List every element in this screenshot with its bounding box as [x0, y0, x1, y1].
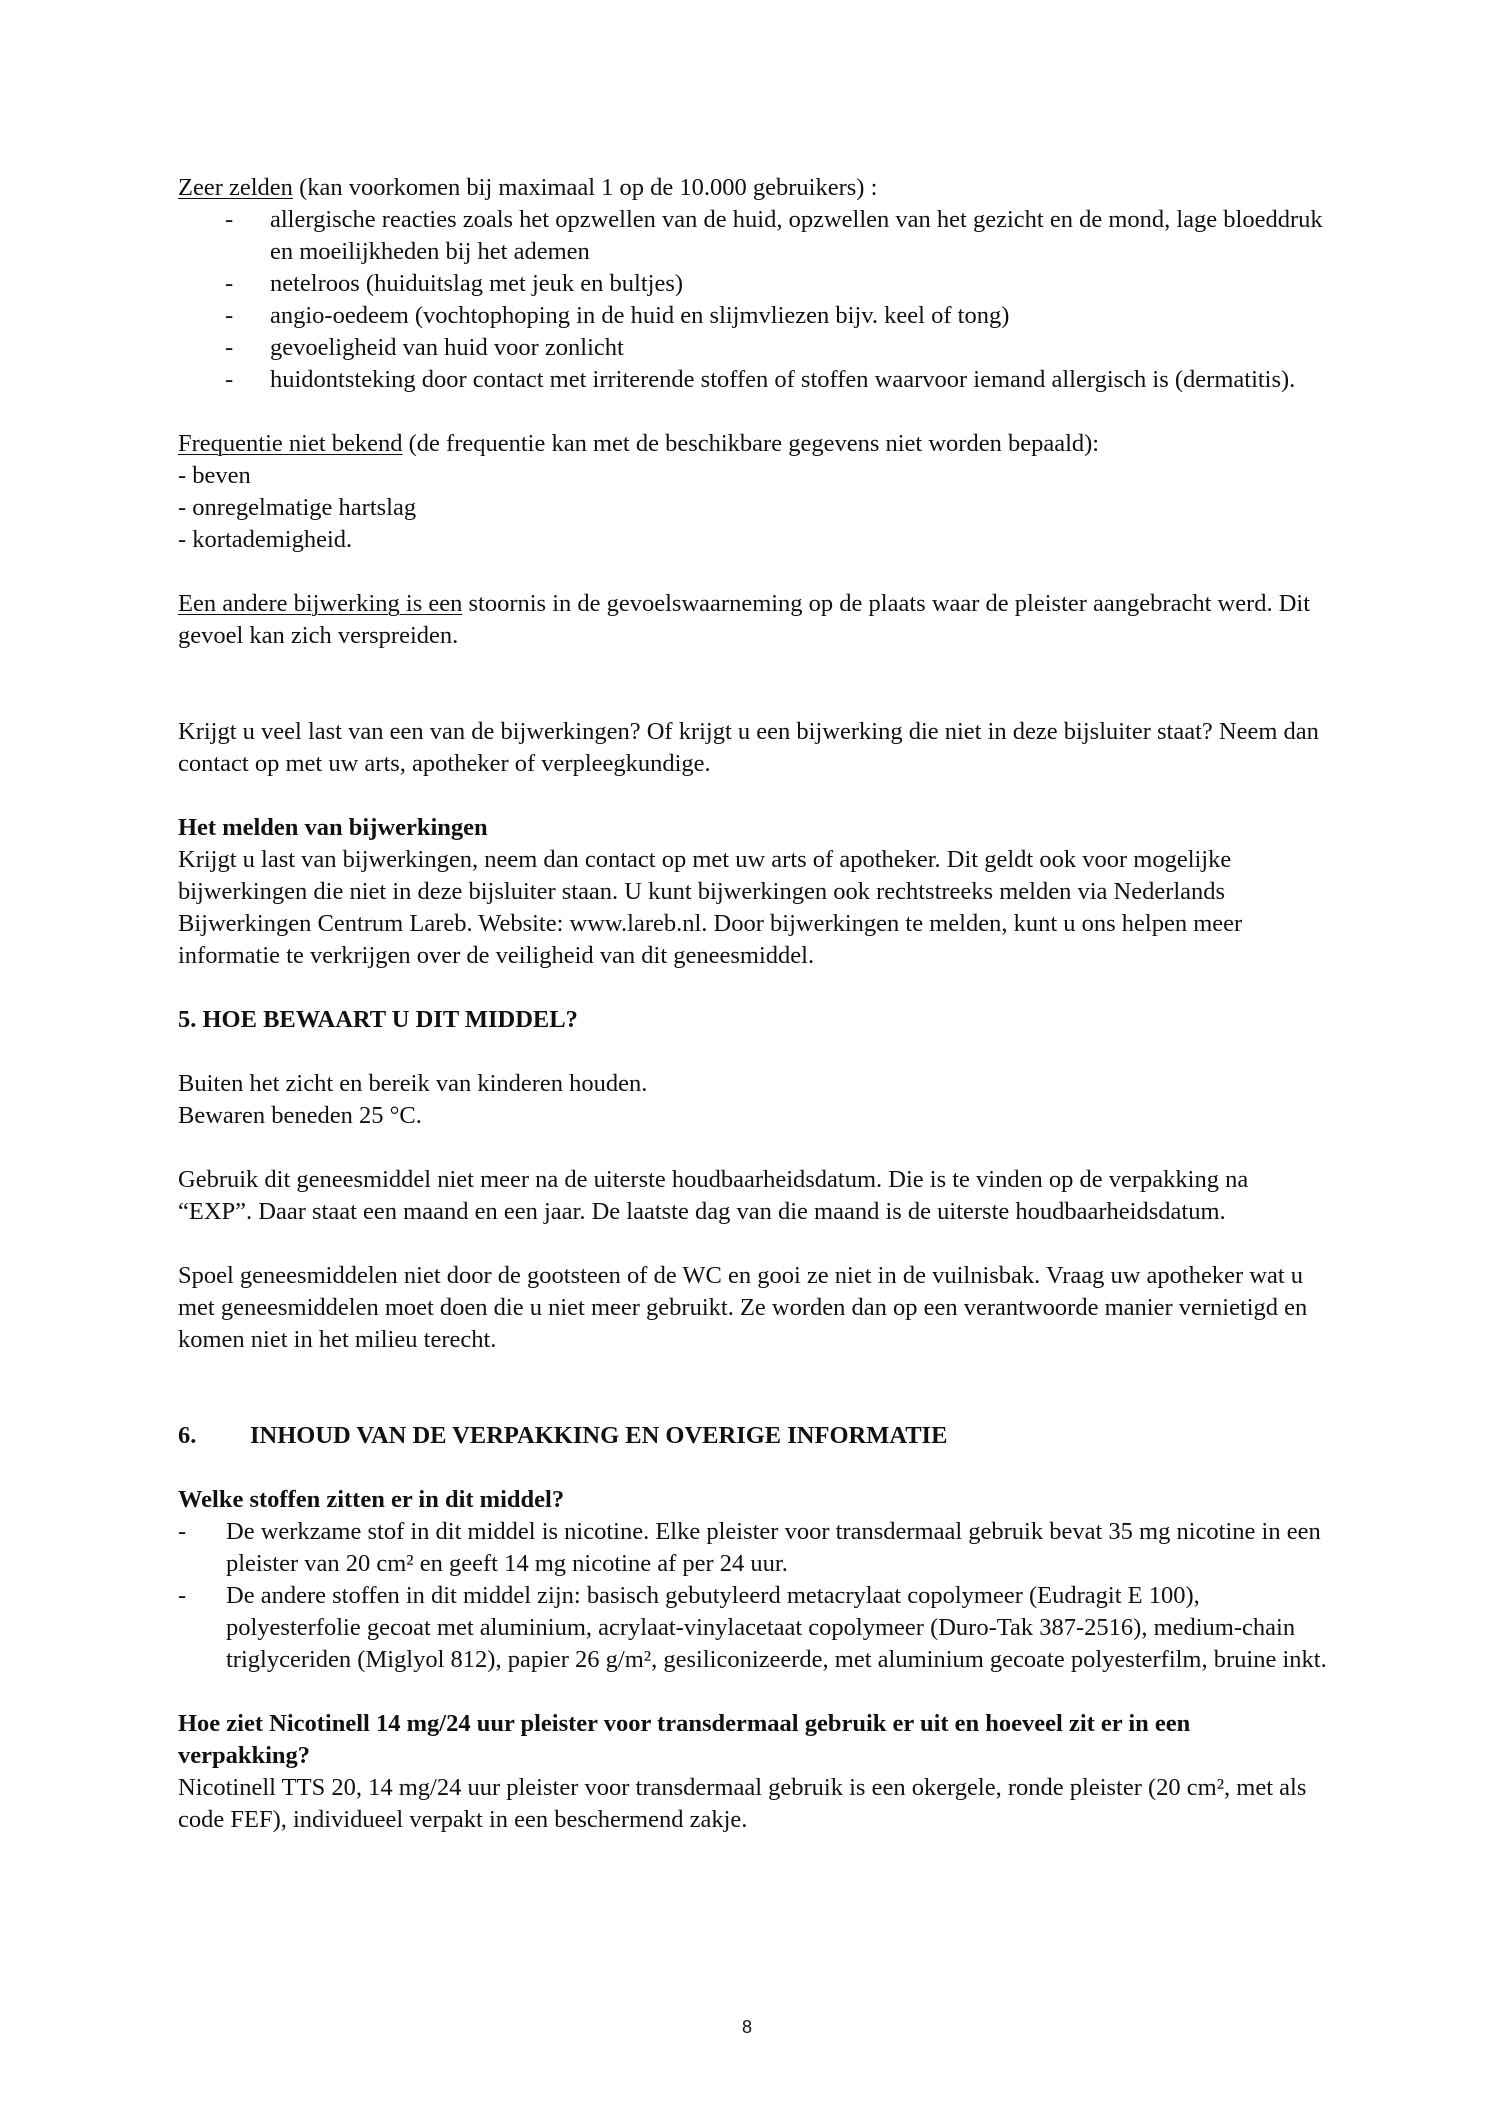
section-5-heading: 5. HOE BEWAART U DIT MIDDEL?	[178, 1006, 578, 1033]
list-item: - onregelmatige hartslag	[178, 494, 417, 521]
list-item: - gevoeligheid van huid voor zonlicht	[178, 332, 1328, 364]
list-item: - beven	[178, 462, 251, 489]
list-item: - kortademigheid.	[178, 526, 353, 553]
frequency-unknown-intro: Frequentie niet bekend (de frequentie kan met de beschikbare gegevens niet worden bepaald):	[178, 430, 1100, 457]
reporting-text: Krijgt u last van bijwerkingen, neem dan contact op met uw arts of apotheker. Dit geldt ook voor mogelijke bijwerkingen die niet in deze bijsluiter staan. U kunt bijwerkingen ook rechtstreeks melden via Nederlands Bijwerkingen Centrum Lareb. Website: www.lareb.nl. Door bijwerkingen te melden, kunt u ons helpen meer informatie te verkrijgen over de veiligheid van dit geneesmiddel.	[178, 846, 1243, 969]
appearance-text: Nicotinell TTS 20, 14 mg/24 uur pleister voor transdermaal gebruik is een okergele, ronde pleister (20 cm², met als code FEF), individueel verpakt in een beschermend zakje.	[178, 1774, 1307, 1833]
section-6-number: 6.	[178, 1422, 197, 1449]
expiry-paragraph: Gebruik dit geneesmiddel niet meer na de uiterste houdbaarheidsdatum. Die is te vinden op de verpakking na “EXP”. Daar staat een maand en een jaar. De laatste dag van die maand is de uiterste houdbaarheidsdatum.	[178, 1166, 1249, 1225]
reporting-heading: Het melden van bijwerkingen	[178, 814, 488, 841]
disposal-paragraph: Spoel geneesmiddelen niet door de gootsteen of de WC en gooi ze niet in de vuilnisbak. Vraag uw apotheker wat u met geneesmiddelen moet doen die u niet meer gebruikt. Ze worden dan op een verantwoorde manier vernietigd en komen niet in het milieu terecht.	[178, 1262, 1308, 1353]
very-rare-intro: Zeer zelden (kan voorkomen bij maximaal 1 op de 10.000 gebruikers) :	[178, 174, 878, 201]
substances-list	[178, 1516, 1328, 1676]
section-6-title: INHOUD VAN DE VERPAKKING EN OVERIGE INFORMATIE	[250, 1422, 948, 1449]
appearance-heading: Hoe ziet Nicotinell 14 mg/24 uur pleister voor transdermaal gebruik er uit en hoeveel zit er in een verpakking?	[178, 1710, 1191, 1769]
very-rare-list	[178, 204, 1328, 396]
very-rare-label: Zeer zelden	[178, 174, 293, 201]
list-item: - angio-oedeem (vochtophoping in de huid en slijmvliezen bijv. keel of tong)	[178, 300, 1328, 332]
substances-heading: Welke stoffen zitten er in dit middel?	[178, 1486, 565, 1513]
list-item: - huidontsteking door contact met irriterende stoffen of stoffen waarvoor iemand allergisch is (dermatitis).	[178, 364, 1328, 396]
list-item: - De werkzame stof in dit middel is nicotine. Elke pleister voor transdermaal gebruik bevat 35 mg nicotine in een pleister van 20 cm² en geeft 14 mg nicotine af per 24 uur.	[178, 1516, 1328, 1580]
leaflet-page	[178, 172, 1328, 1836]
storage-line-1: Buiten het zicht en bereik van kinderen houden.	[178, 1070, 648, 1097]
list-item: - netelroos (huiduitslag met jeuk en bultjes)	[178, 268, 1328, 300]
list-item: - allergische reacties zoals het opzwellen van de huid, opzwellen van het gezicht en de mond, lage bloeddruk en moeilijkheden bij het ademen	[178, 204, 1328, 268]
storage-line-2: Bewaren beneden 25 °C.	[178, 1102, 422, 1129]
other-effect-paragraph: Een andere bijwerking is een stoornis in de gevoelswaarneming op de plaats waar de pleister aangebracht werd. Dit gevoel kan zich verspreiden.	[178, 590, 1311, 649]
page-number: 8	[741, 2017, 752, 2037]
contact-paragraph: Krijgt u veel last van een van de bijwerkingen? Of krijgt u een bijwerking die niet in deze bijsluiter staat? Neem dan contact op met uw arts, apotheker of verpleegkundige.	[178, 718, 1319, 777]
frequency-unknown-label: Frequentie niet bekend	[178, 430, 403, 457]
list-item: - De andere stoffen in dit middel zijn: basisch gebutyleerd metacrylaat copolymeer (Eudragit E 100), polyesterfolie gecoat met aluminium, acrylaat-vinylacetaat copolymeer (Duro-Tak 387-2516), medium-chain triglyceriden (Miglyol 812), papier 26 g/m², gesiliconizeerde, met aluminium gecoate polyesterfilm, bruine inkt.	[178, 1580, 1328, 1676]
section-6-heading	[178, 1420, 1328, 1452]
